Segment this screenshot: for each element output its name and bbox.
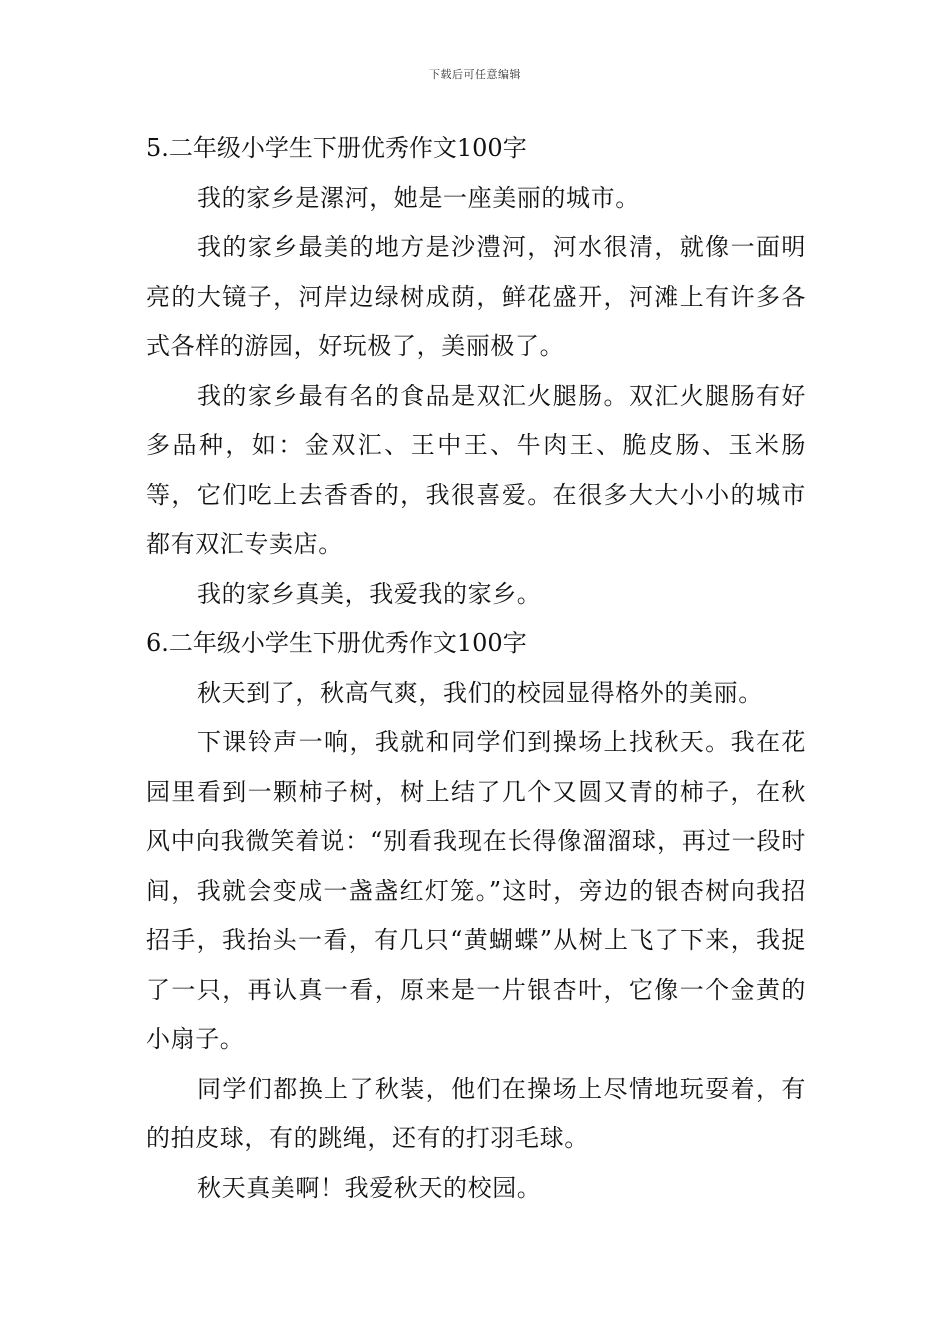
section-title: 5.二年级小学生下册优秀作文100字 xyxy=(146,134,527,162)
page-header-note: 下载后可任意编辑 xyxy=(429,68,521,81)
essay-section-5 xyxy=(146,124,806,619)
document-body xyxy=(146,124,806,1213)
paragraph: 同学们都换上了秋装，他们在操场上尽情地玩耍着，有的拍皮球，有的跳绳，还有的打羽毛球。 xyxy=(146,1074,806,1152)
paragraph: 我的家乡真美，我爱我的家乡。 xyxy=(197,579,542,608)
section-title: 6.二年级小学生下册优秀作文100字 xyxy=(146,629,527,657)
paragraph: 秋天到了，秋高气爽，我们的校园显得格外的美丽。 xyxy=(197,678,763,707)
paragraph: 秋天真美啊！我爱秋天的校园。 xyxy=(197,1173,542,1202)
essay-section-6 xyxy=(146,619,806,1213)
paragraph: 我的家乡最有名的食品是双汇火腿肠。双汇火腿肠有好多品种，如：金双汇、王中王、牛肉王、脆皮肠、玉米肠等，它们吃上去香香的，我很喜爱。在很多大大小小的城市都有双汇专卖店。 xyxy=(146,381,806,558)
paragraph: 我的家乡最美的地方是沙澧河，河水很清，就像一面明亮的大镜子，河岸边绿树成荫，鲜花盛开，河滩上有许多各式各样的游园，好玩极了，美丽极了。 xyxy=(146,233,806,360)
paragraph: 我的家乡是漯河，她是一座美丽的城市。 xyxy=(197,183,640,212)
paragraph: 下课铃声一响，我就和同学们到操场上找秋天。我在花园里看到一颗柿子树，树上结了几个又圆又青的柿子，在秋风中向我微笑着说：“别看我现在长得像溜溜球，再过一段时间，我就会变成一盏盏红灯笼。”这时，旁边的银杏树向我招招手，我抬头一看，有几只“黄蝴蝶”从树上飞了下来，我捉了一只，再认真一看，原来是一片银杏叶，它像一个金黄的小扇子。 xyxy=(146,728,806,1053)
